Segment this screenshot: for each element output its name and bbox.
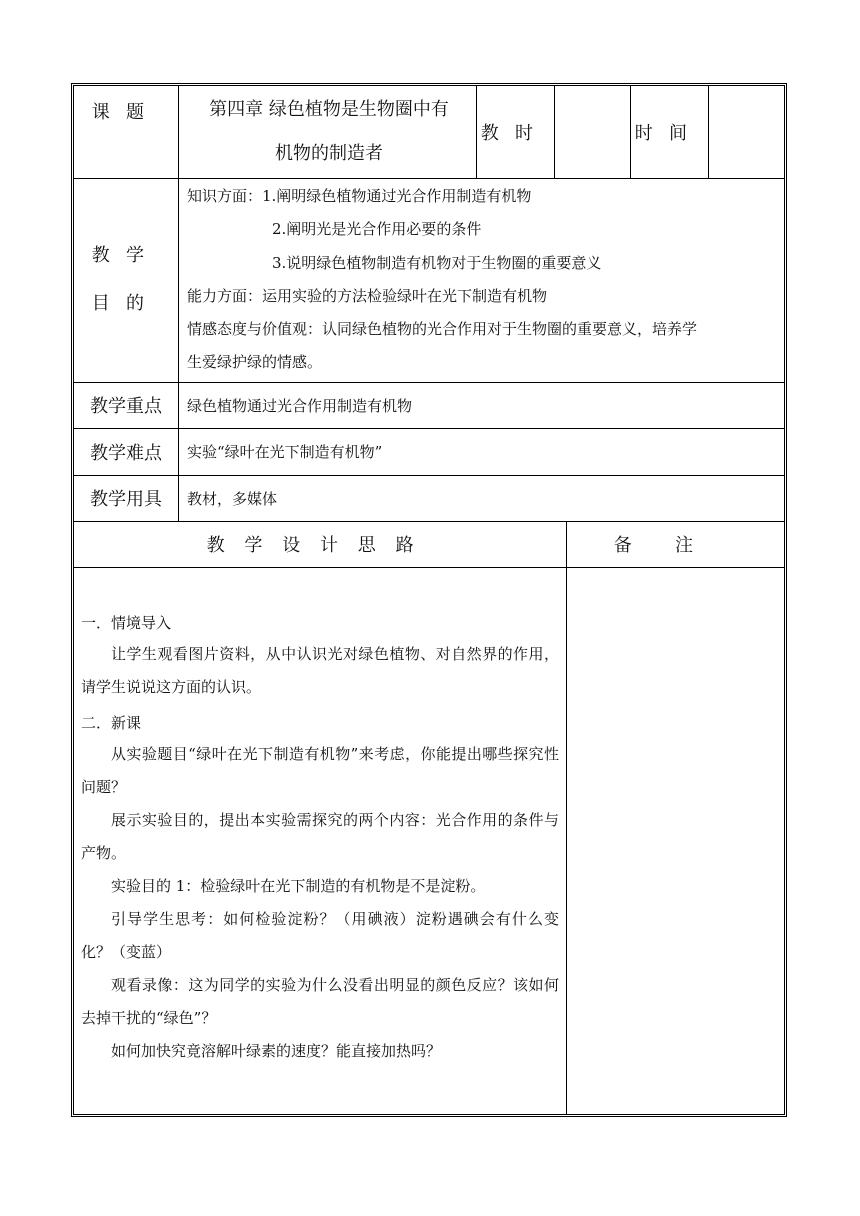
key-point-value-text: 绿色植物通过光合作用制造有机物	[187, 397, 413, 415]
tools-label-text: 教学用具	[90, 489, 162, 510]
paragraph-4: 实验目的 1：检验绿叶在光下制造的有机物是不是淀粉。	[111, 877, 486, 895]
class-hours-label	[476, 86, 554, 178]
objective-ability: 能力方面：运用实验的方法检验绿叶在光下制造有机物	[187, 287, 548, 305]
paragraph-1: 让学生观看图片资料，从中认识光对绿色植物、对自然界的作用，请学生说说这方面的认识。	[81, 645, 559, 696]
objective-attitude-2: 生爱绿护绿的情感。	[187, 353, 323, 371]
design-header	[74, 521, 566, 567]
objectives-label-line1	[74, 236, 178, 272]
objectives-label-2: 目的	[91, 293, 161, 314]
objectives-label-1: 教学	[91, 245, 161, 266]
section-2-title: 二．新课	[81, 714, 142, 732]
design-body	[74, 567, 566, 1114]
key-point-label	[74, 382, 178, 428]
difficulty-value-text: 实验“绿叶在光下制造有机物”	[187, 443, 383, 461]
difficulty-label	[74, 428, 178, 475]
paragraph-3: 展示实验目的，提出本实验需探究的两个内容：光合作用的条件与产物。	[81, 811, 559, 862]
time-value	[708, 86, 784, 178]
paragraph-5: 引导学生思考：如何检验淀粉？（用碘液）淀粉遇碘会有什么变化？（变蓝）	[81, 910, 559, 961]
objective-knowledge-3: 3.说明绿色植物制造有机物对于生物圈的重要意义	[272, 254, 602, 272]
paragraph-2: 从实验题目“绿叶在光下制造有机物”来考虑，你能提出哪些探究性问题？	[81, 745, 559, 796]
design-header-text: 教学设计思路	[206, 535, 434, 556]
objective-knowledge-1: 知识方面：1.阐明绿色植物通过光合作用制造有机物	[187, 187, 532, 205]
topic-line-1: 第四章 绿色植物是生物圈中有	[209, 99, 449, 120]
key-point-label-text: 教学重点	[90, 396, 162, 417]
tools-value	[178, 475, 784, 521]
paragraph-6: 观看录像：这为同学的实验为什么没看出明显的颜色反应？该如何去掉干扰的“绿色”？	[81, 976, 559, 1027]
topic-label	[74, 86, 178, 136]
notes-body	[566, 567, 784, 1114]
time-label-text: 时间	[634, 123, 704, 144]
paragraph-7: 如何加快究竟溶解叶绿素的速度？能直接加热吗？	[111, 1042, 442, 1060]
difficulty-label-text: 教学难点	[90, 442, 162, 464]
key-point-value	[178, 382, 784, 428]
objective-attitude-1: 情感态度与价值观：认同绿色植物的光合作用对于生物圈的重要意义，培养学	[187, 320, 698, 338]
difficulty-value	[178, 428, 784, 475]
topic-label-text: 课题	[91, 102, 161, 123]
class-hours-label-text: 教时	[480, 123, 550, 144]
section-1-title: 一．情境导入	[81, 614, 172, 632]
tools-label	[74, 475, 178, 521]
objectives-label-line2	[74, 284, 178, 320]
topic-line-2: 机物的制造者	[275, 143, 383, 164]
notes-header-text: 备注	[613, 535, 737, 556]
time-label	[630, 86, 708, 178]
topic-value	[182, 88, 476, 176]
tools-value-text: 教材，多媒体	[187, 490, 278, 508]
lesson-plan-table	[71, 83, 787, 1117]
objective-knowledge-2: 2.阐明光是光合作用必要的条件	[272, 220, 482, 238]
class-hours-value	[554, 86, 630, 178]
objectives-content	[178, 178, 784, 382]
notes-header	[566, 521, 784, 567]
